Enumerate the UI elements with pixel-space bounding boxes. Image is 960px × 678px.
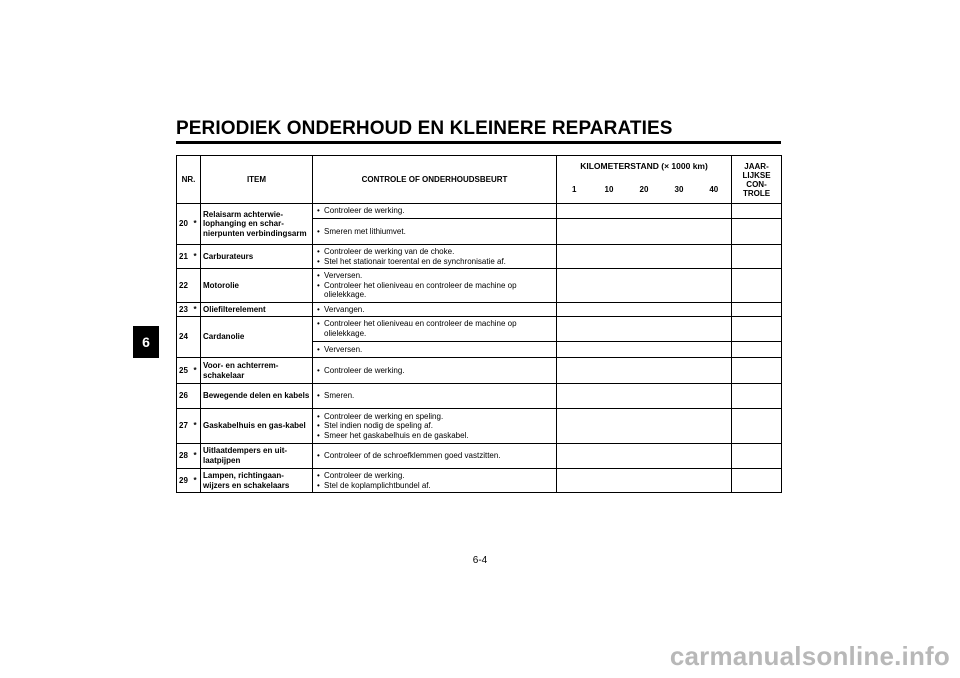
- header-nr: NR.: [177, 156, 201, 204]
- page-title: PERIODIEK ONDERHOUD EN KLEINERE REPARATIES: [176, 118, 673, 139]
- table-row: [177, 269, 782, 303]
- check-km-1: [557, 204, 592, 219]
- check-km-1: [557, 219, 592, 245]
- check-km-10: [592, 384, 627, 409]
- action-cell: [313, 317, 557, 342]
- page-number: 6-4: [472, 555, 488, 566]
- header-km-40: 40: [697, 178, 732, 204]
- item-name: Uitlaatdempers en uit-laatpijpen: [201, 444, 313, 469]
- check-km-10: [592, 358, 627, 384]
- check-km-20: [627, 303, 662, 317]
- check-km-10: [592, 342, 627, 358]
- check-km-40: [697, 317, 732, 342]
- check-km-40: [697, 384, 732, 409]
- row-number: 22: [177, 269, 194, 303]
- item-name: Gaskabelhuis en gas-kabel: [201, 409, 313, 444]
- check-yearly: [732, 303, 782, 317]
- check-km-40: [697, 204, 732, 219]
- check-km-10: [592, 409, 627, 444]
- check-km-20: [627, 409, 662, 444]
- check-yearly: [732, 409, 782, 444]
- table-row: [177, 384, 782, 409]
- dealer-marker: [194, 384, 201, 409]
- check-km-1: [557, 245, 592, 269]
- action-cell: [313, 269, 557, 303]
- table-body: [177, 204, 782, 493]
- item-name: Motorolie: [201, 269, 313, 303]
- action-cell: [313, 245, 557, 269]
- row-number: 23: [177, 303, 194, 317]
- dealer-marker: *: [194, 409, 201, 444]
- action-item: • Controleer de werking.: [317, 206, 554, 216]
- check-yearly: [732, 384, 782, 409]
- check-km-40: [697, 245, 732, 269]
- check-km-10: [592, 269, 627, 303]
- check-km-30: [662, 444, 697, 469]
- check-yearly: [732, 358, 782, 384]
- check-km-20: [627, 469, 662, 493]
- check-km-30: [662, 204, 697, 219]
- check-km-1: [557, 303, 592, 317]
- action-item: • Controleer het olieniveau en controleer de machine op olielekkage.: [317, 281, 554, 300]
- action-item: • Verversen.: [317, 271, 554, 281]
- check-km-10: [592, 444, 627, 469]
- table-row: [177, 204, 782, 219]
- dealer-marker: *: [194, 358, 201, 384]
- title-rule: [176, 141, 781, 144]
- header-km-30: 30: [662, 178, 697, 204]
- check-km-30: [662, 245, 697, 269]
- check-km-1: [557, 384, 592, 409]
- table-row: [177, 469, 782, 493]
- action-item: • Smeren met lithiumvet.: [317, 227, 554, 237]
- check-km-10: [592, 204, 627, 219]
- check-km-10: [592, 303, 627, 317]
- action-item: • Stel indien nodig de speling af.: [317, 421, 554, 431]
- check-km-1: [557, 342, 592, 358]
- check-km-20: [627, 358, 662, 384]
- row-number: 27: [177, 409, 194, 444]
- action-cell: [313, 303, 557, 317]
- item-name: Voor- en achterrem-schakelaar: [201, 358, 313, 384]
- chapter-tab: 6: [133, 326, 159, 358]
- row-number: 29: [177, 469, 194, 493]
- header-km: KILOMETERSTAND (× 1000 km): [557, 156, 732, 178]
- action-cell: [313, 204, 557, 219]
- action-item: • Controleer de werking van de choke.: [317, 247, 554, 257]
- action-item: • Smeren.: [317, 391, 554, 401]
- check-yearly: [732, 469, 782, 493]
- check-km-10: [592, 469, 627, 493]
- table-header: [177, 156, 782, 204]
- header-km-10: 10: [592, 178, 627, 204]
- check-yearly: [732, 269, 782, 303]
- check-km-10: [592, 245, 627, 269]
- check-km-30: [662, 384, 697, 409]
- check-km-30: [662, 409, 697, 444]
- action-item: • Vervangen.: [317, 305, 554, 315]
- row-number: 25: [177, 358, 194, 384]
- action-item: • Smeer het gaskabelhuis en de gaskabel.: [317, 431, 554, 441]
- dealer-marker: *: [194, 204, 201, 245]
- header-km-20: 20: [627, 178, 662, 204]
- row-number: 20: [177, 204, 194, 245]
- action-item: • Controleer of de schroefklemmen goed vastzitten.: [317, 451, 554, 461]
- table-row: [177, 317, 782, 342]
- item-name: Carburateurs: [201, 245, 313, 269]
- check-km-40: [697, 269, 732, 303]
- table-row: [177, 444, 782, 469]
- check-km-1: [557, 409, 592, 444]
- item-name: Lampen, richtingaan-wijzers en schakelaars: [201, 469, 313, 493]
- action-item: • Verversen.: [317, 345, 554, 355]
- header-km-1: 1: [557, 178, 592, 204]
- watermark: carmanualsonline.info: [669, 641, 950, 671]
- action-cell: [313, 342, 557, 358]
- check-km-40: [697, 444, 732, 469]
- action-item: • Stel het stationair toerental en de synchronisatie af.: [317, 257, 554, 267]
- check-km-40: [697, 342, 732, 358]
- check-km-30: [662, 269, 697, 303]
- check-yearly: [732, 245, 782, 269]
- check-km-40: [697, 358, 732, 384]
- item-name: Bewegende delen en kabels: [201, 384, 313, 409]
- action-item: • Controleer de werking.: [317, 471, 554, 481]
- dealer-marker: *: [194, 444, 201, 469]
- check-yearly: [732, 204, 782, 219]
- dealer-marker: *: [194, 245, 201, 269]
- action-item: • Controleer het olieniveau en controleer de machine op olielekkage.: [317, 319, 554, 338]
- table-row: [177, 409, 782, 444]
- check-km-30: [662, 219, 697, 245]
- check-yearly: [732, 219, 782, 245]
- check-km-30: [662, 469, 697, 493]
- dealer-marker: *: [194, 303, 201, 317]
- check-km-40: [697, 303, 732, 317]
- check-km-20: [627, 219, 662, 245]
- action-cell: [313, 358, 557, 384]
- check-km-10: [592, 219, 627, 245]
- action-cell: [313, 469, 557, 493]
- header-yearly: JAAR- LIJKSE CON- TROLE: [732, 156, 782, 204]
- maintenance-table: [176, 155, 782, 493]
- item-name: Relaisarm achterwie-lophanging en schar-nierpunten verbindingsarm: [201, 204, 313, 245]
- check-km-1: [557, 269, 592, 303]
- table-row: [177, 358, 782, 384]
- row-number: 28: [177, 444, 194, 469]
- check-km-40: [697, 219, 732, 245]
- table-row: [177, 303, 782, 317]
- check-km-40: [697, 409, 732, 444]
- dealer-marker: [194, 317, 201, 358]
- check-km-20: [627, 317, 662, 342]
- header-item: ITEM: [201, 156, 313, 204]
- check-km-30: [662, 303, 697, 317]
- check-km-20: [627, 204, 662, 219]
- check-km-40: [697, 469, 732, 493]
- check-km-10: [592, 317, 627, 342]
- check-yearly: [732, 444, 782, 469]
- check-km-30: [662, 342, 697, 358]
- item-name: Cardanolie: [201, 317, 313, 358]
- check-yearly: [732, 317, 782, 342]
- action-item: • Stel de koplamplichtbundel af.: [317, 481, 554, 491]
- check-km-20: [627, 342, 662, 358]
- row-number: 21: [177, 245, 194, 269]
- check-km-1: [557, 444, 592, 469]
- row-number: 26: [177, 384, 194, 409]
- check-yearly: [732, 342, 782, 358]
- action-cell: [313, 409, 557, 444]
- action-cell: [313, 444, 557, 469]
- check-km-30: [662, 358, 697, 384]
- dealer-marker: [194, 269, 201, 303]
- action-cell: [313, 219, 557, 245]
- check-km-20: [627, 384, 662, 409]
- check-km-20: [627, 245, 662, 269]
- action-item: • Controleer de werking.: [317, 366, 554, 376]
- check-km-1: [557, 469, 592, 493]
- row-number: 24: [177, 317, 194, 358]
- check-km-20: [627, 269, 662, 303]
- table-row: [177, 245, 782, 269]
- check-km-1: [557, 317, 592, 342]
- check-km-1: [557, 358, 592, 384]
- item-name: Oliefilterelement: [201, 303, 313, 317]
- header-action: CONTROLE OF ONDERHOUDSBEURT: [313, 156, 557, 204]
- dealer-marker: *: [194, 469, 201, 493]
- check-km-30: [662, 317, 697, 342]
- action-item: • Controleer de werking en speling.: [317, 412, 554, 422]
- action-cell: [313, 384, 557, 409]
- check-km-20: [627, 444, 662, 469]
